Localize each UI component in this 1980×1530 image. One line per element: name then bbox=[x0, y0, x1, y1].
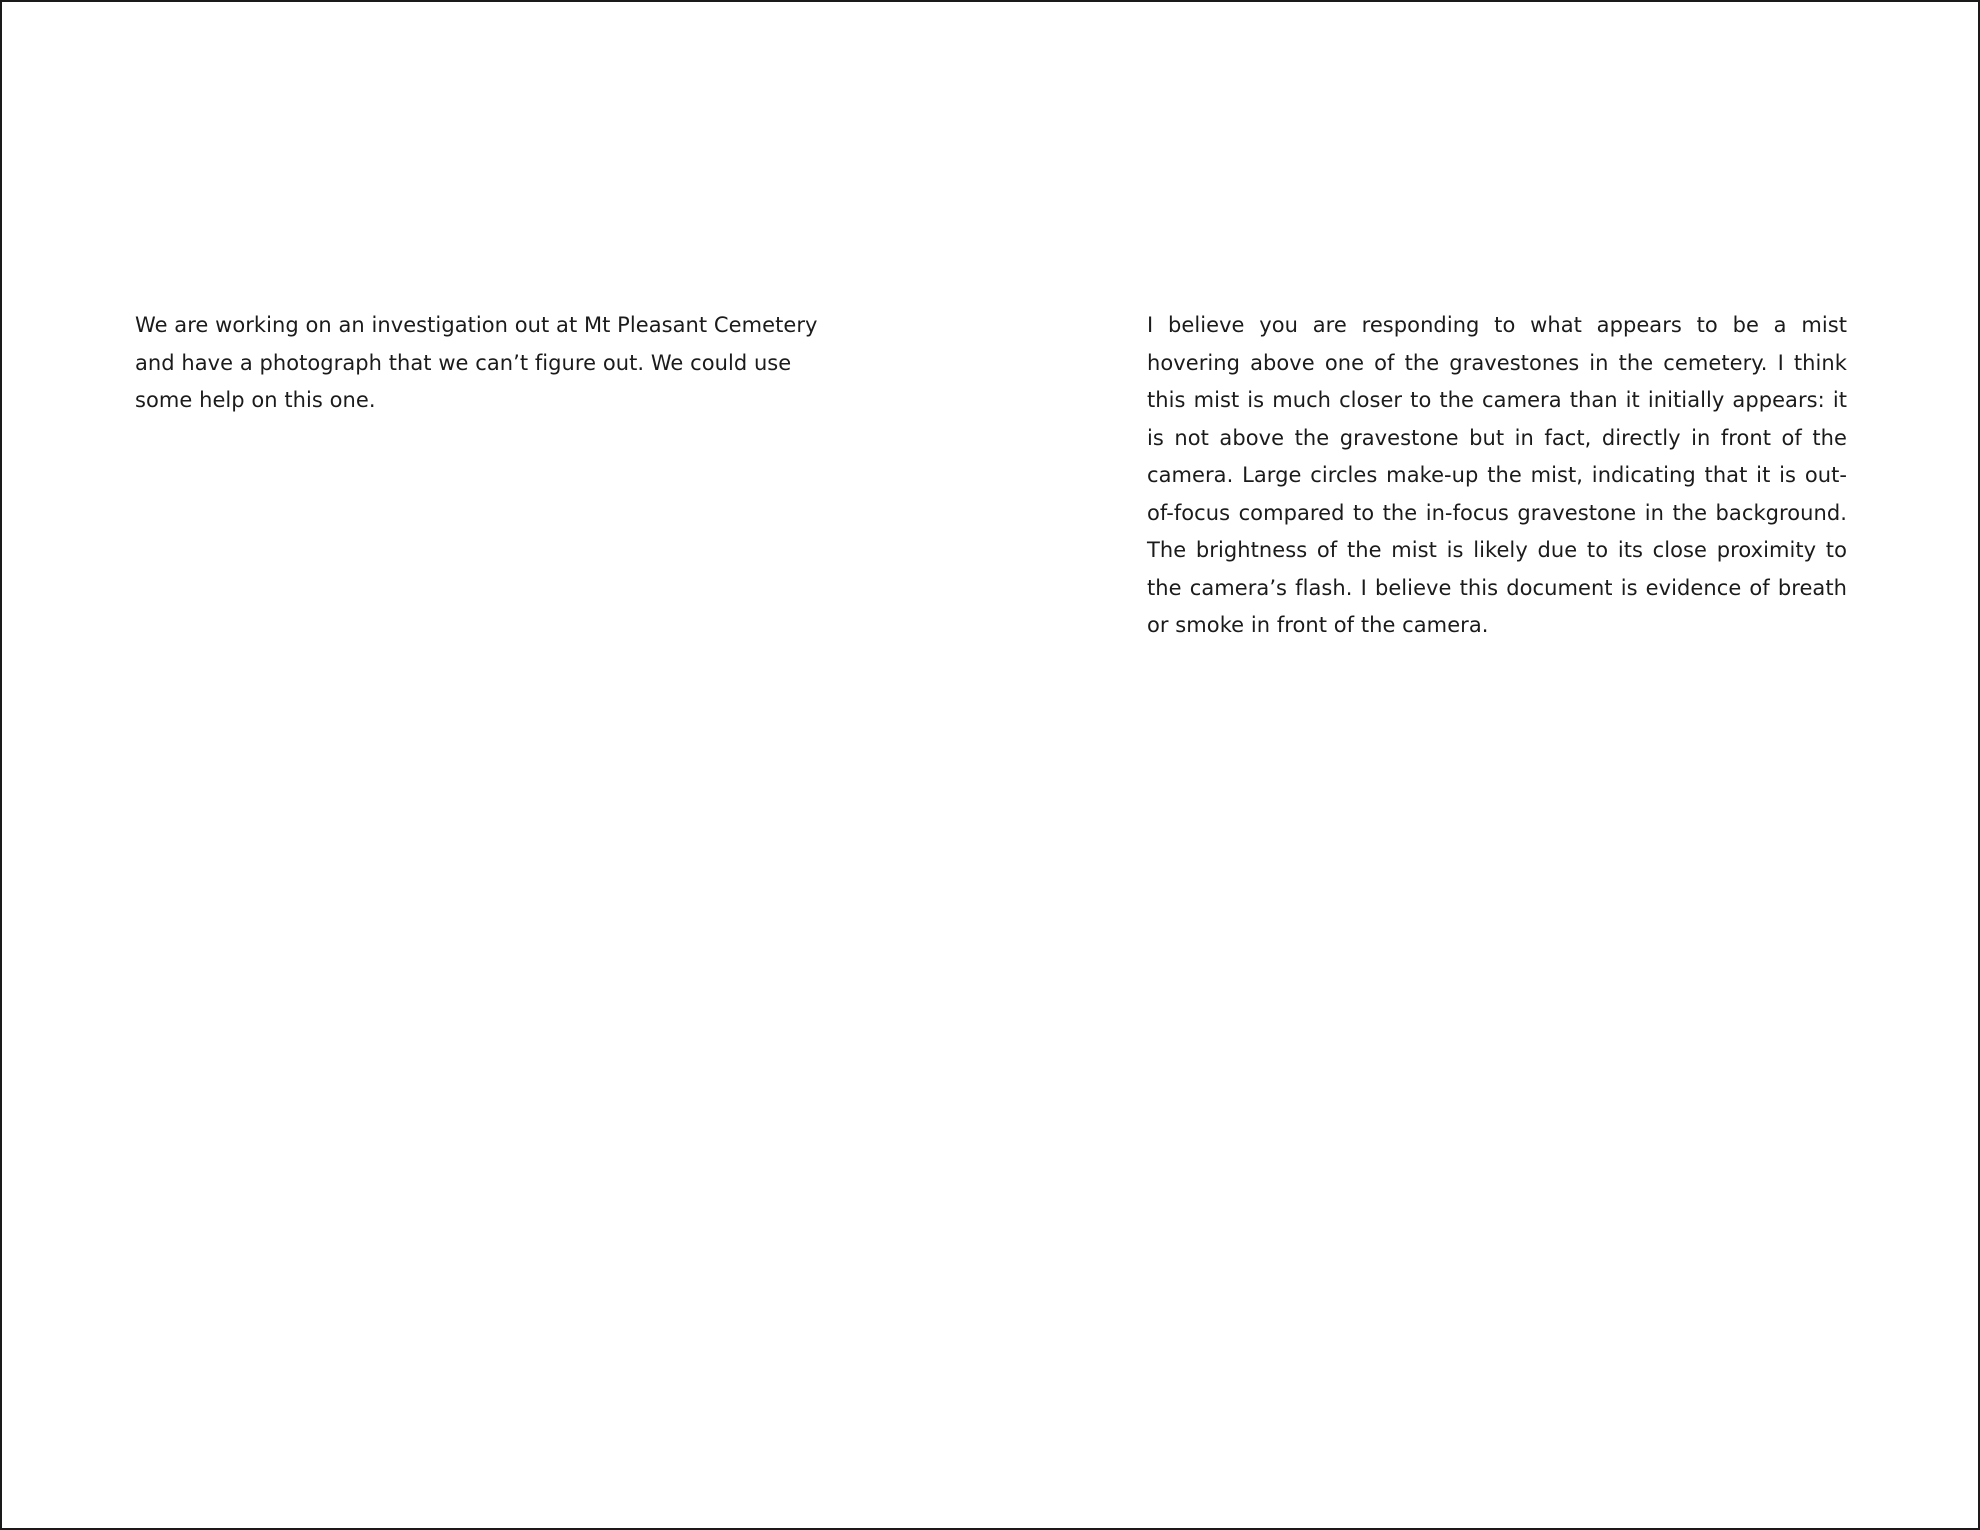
inquiry-paragraph: We are working on an investigation out at Mt Pleasant Cemetery and have a photograph that we can’t figure out. We could use some help on this one. bbox=[135, 313, 818, 412]
response-paragraph: I believe you are responding to what appears to be a mist hovering above one of the gravestones in the cemetery. I think this mist is much closer to the camera than it initially appears: it is not above the gravestone but in fact, directly in front of the camera. Large circles make-up the mist, indicating that it is out-of-focus compared to the in-focus gravestone in the background. The brightness of the mist is likely due to its close proximity to the camera’s flash. I believe this document is evidence of breath or smoke in front of the camera. bbox=[1147, 313, 1847, 637]
